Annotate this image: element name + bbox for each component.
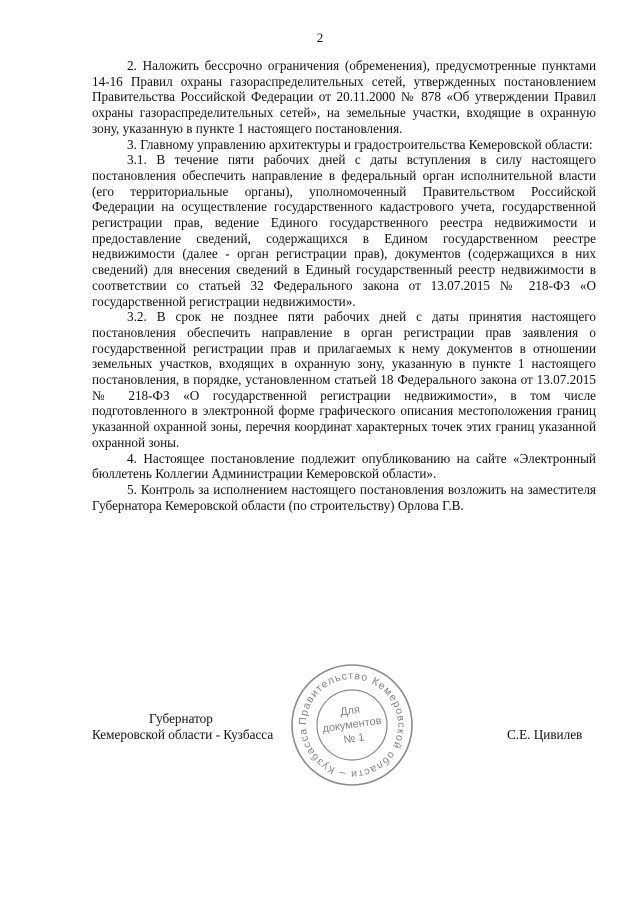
signature-name: С.Е. Цивилев [507,727,583,742]
paragraph-3: 3. Главному управлению архитектуры и градостроительства Кемеровской области: [127,136,593,152]
document-body [92,58,596,513]
official-seal-stamp [288,661,416,789]
paragraph-5: 5. Контроль за исполнением настоящего постановления возложить на заместителя Губернатора Кемеровской области (по строительству) Орлова Г.В. [92,481,596,513]
signature-title: Губернатор [149,711,213,726]
paragraph-3-1: 3.1. В течение пяти рабочих дней с даты вступления в силу настоящего постановления обеспечить направление в федеральный орган исполнительной власти (его территориальные органы), уполномоченный Правительством Российской Федерации на осуществление государственного кадастрового учета, государственной регистрации прав, ведение Единого государственного реестра недвижимости и предоставление сведений, содержащихся в Едином государственном реестре недвижимости (далее - орган регистрации прав), документов (содержащихся в них сведений) для внесения сведений в Единый государственный реестр недвижимости в соответствии со статьей 32 Федерального закона от 13.07.2015 № 218-ФЗ «О государственной регистрации недвижимости». [92,152,596,309]
page-number: 2 [316,30,324,45]
svg-text:документов: документов [321,714,383,736]
paragraph-3-2: 3.2. В срок не позднее пяти рабочих дней с даты принятия настоящего постановления обеспечить направление в орган регистрации прав заявления о государственной регистрации прав и прилагаемых к нему документов в отношении земельных участков, входящих в охранную зону, указанную в пункте 1 настоящего постановления, в порядке, установленном статьей 18 Федерального закона от 13.07.2015 № 218-ФЗ «О государственной регистрации недвижимости», в том числе подготовленного в электронной форме графического описания местоположения границ указанной охранной зоны, перечня координат характерных точек этих границ указанной охранной зоны. [92,309,596,450]
seal-center-text [320,701,385,749]
paragraph-4: 4. Настоящее постановление подлежит опубликованию на сайте «Электронный бюллетень Коллегии Администрации Кемеровской области». [92,450,596,482]
paragraph-2: 2. Наложить бессрочно ограничения (обременения), предусмотренные пунктами 14-16 Правил охраны газораспределительных сетей, утвержденных постановлением Правительства Российской Федерации от 20.11.2000 № 878 «Об утверждении Правил охраны газораспределительных сетей», на земельные участки, входящие в охранную зону, указанную в пункте 1 настоящего постановления. [92,58,596,136]
svg-text:№ 1: № 1 [342,731,366,747]
seal-ring-text: Правительство Кемеровской области – Кузбасса [296,669,408,781]
svg-text:Для: Для [339,703,361,719]
signature-region: Кемеровской области - Кузбасса [92,727,274,742]
